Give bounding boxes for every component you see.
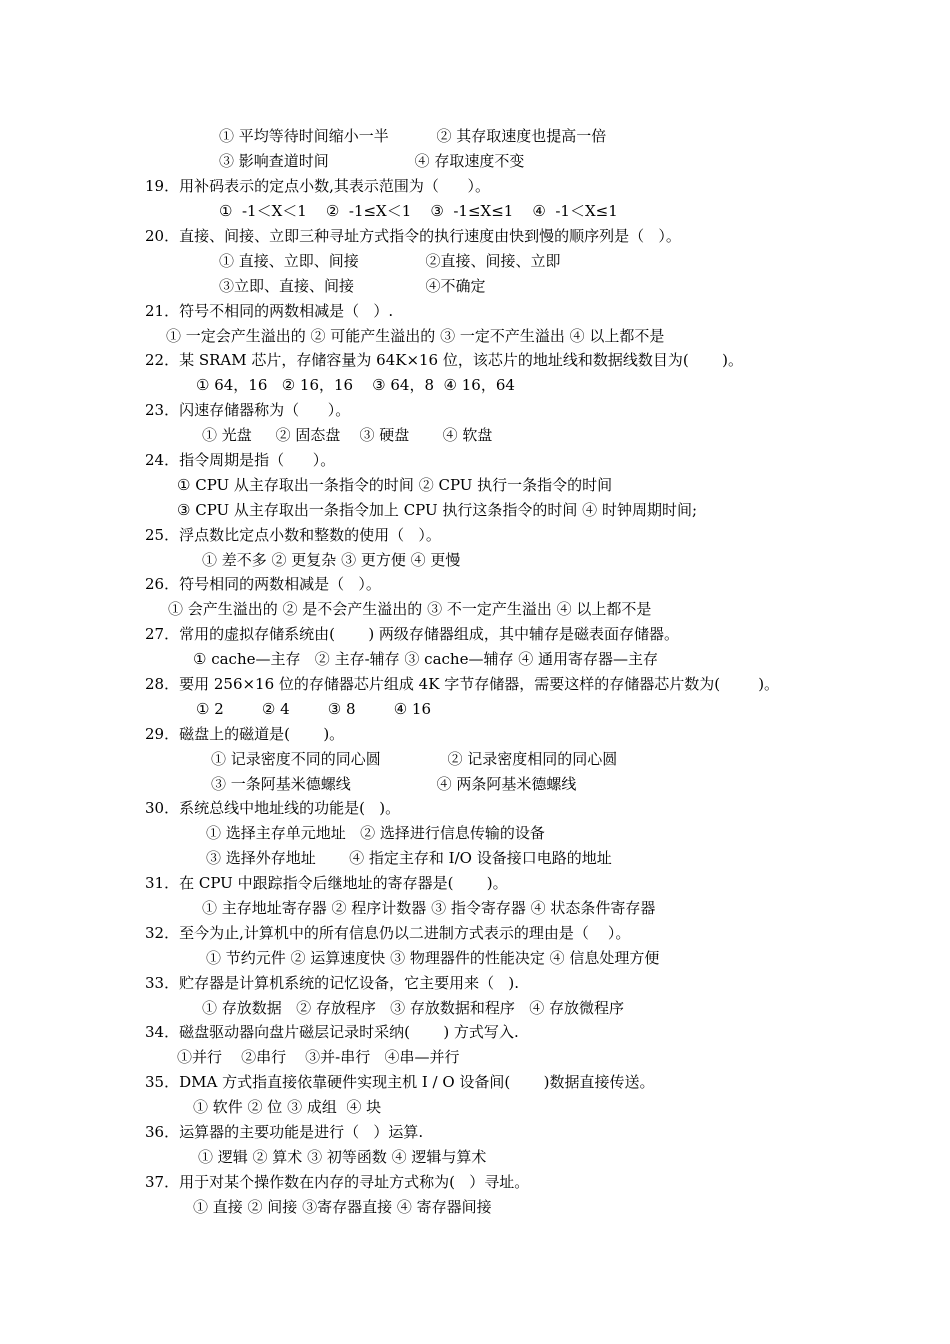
question-26-options: ① 会产生溢出的 ② 是不会产生溢出的 ③ 不一定产生溢出 ④ 以上都不是	[168, 600, 652, 618]
question-24-options-line-1: ① CPU 从主存取出一条指令的时间 ② CPU 执行一条指令的时间	[177, 476, 613, 494]
question-23: 23．闪速存储器称为（ ）。	[145, 401, 351, 419]
question-18-options-line-1: ① 平均等待时间缩小一半 ② 其存取速度也提高一倍	[219, 127, 607, 145]
question-24: 24．指令周期是指（ ）。	[145, 451, 336, 469]
question-31: 31．在 CPU 中跟踪指令后继地址的寄存器是( )。	[145, 874, 508, 892]
question-37-options: ① 直接 ② 间接 ③寄存器直接 ④ 寄存器间接	[193, 1198, 492, 1216]
question-20-options-line-1: ① 直接、立即、间接 ②直接、间接、立即	[219, 252, 561, 270]
question-32-options: ① 节约元件 ② 运算速度快 ③ 物理器件的性能决定 ④ 信息处理方便	[206, 949, 660, 967]
question-33-options: ① 存放数据 ② 存放程序 ③ 存放数据和程序 ④ 存放微程序	[202, 999, 624, 1017]
question-31-options: ① 主存地址寄存器 ② 程序计数器 ③ 指令寄存器 ④ 状态条件寄存器	[202, 899, 656, 917]
question-18-options-line-2: ③ 影响查道时间 ④ 存取速度不变	[219, 152, 525, 170]
question-19: 19．用补码表示的定点小数,其表示范围为（ ）。	[145, 177, 490, 195]
question-28: 28．要用 256×16 位的存储器芯片组成 4K 字节存储器，需要这样的存储器芯片数为( )。	[145, 675, 780, 693]
question-22: 22．某 SRAM 芯片，存储容量为 64K×16 位，该芯片的地址线和数据线数目为( )。	[145, 351, 743, 369]
question-22-options: ① 64，16 ② 16，16 ③ 64，8 ④ 16，64	[196, 376, 515, 394]
question-19-options: ① -1＜X＜1 ② -1≤X＜1 ③ -1≤X≤1 ④ -1＜X≤1	[219, 202, 618, 220]
question-35-options: ① 软件 ② 位 ③ 成组 ④ 块	[193, 1098, 382, 1116]
question-36-options: ① 逻辑 ② 算术 ③ 初等函数 ④ 逻辑与算术	[198, 1148, 487, 1166]
question-30-options-line-2: ③ 选择外存地址 ④ 指定主存和 I/O 设备接口电路的地址	[206, 849, 612, 867]
question-29-options-line-1: ① 记录密度不同的同心圆 ② 记录密度相同的同心圆	[211, 750, 618, 768]
question-30-options-line-1: ① 选择主存单元地址 ② 选择进行信息传输的设备	[206, 824, 545, 842]
question-25-options: ① 差不多 ② 更复杂 ③ 更方便 ④ 更慢	[202, 551, 461, 569]
question-30: 30．系统总线中地址线的功能是( )。	[145, 799, 401, 817]
question-34-options: ①并行 ②串行 ③并-串行 ④串—并行	[177, 1048, 460, 1066]
question-21-options: ① 一定会产生溢出的 ② 可能产生溢出的 ③ 一定不产生溢出 ④ 以上都不是	[166, 327, 665, 345]
question-36: 36．运算器的主要功能是进行（ ）运算.	[145, 1123, 424, 1141]
question-37: 37．用于对某个操作数在内存的寻址方式称为( ）寻址。	[145, 1173, 530, 1191]
question-29: 29．磁盘上的磁道是( )。	[145, 725, 345, 743]
question-33: 33．贮存器是计算机系统的记忆设备，它主要用来（ ).	[145, 974, 520, 992]
question-28-options: ① 2 ② 4 ③ 8 ④ 16	[196, 700, 432, 718]
question-34: 34．磁盘驱动器向盘片磁层记录时采纳( ) 方式写入.	[145, 1023, 519, 1041]
question-27-options: ① cache—主存 ② 主存-辅存 ③ cache—辅存 ④ 通用寄存器—主存	[193, 650, 658, 668]
question-32: 32．至今为止,计算机中的所有信息仍以二进制方式表示的理由是（ ）。	[145, 924, 631, 942]
question-25: 25．浮点数比定点小数和整数的使用（ ）。	[145, 526, 441, 544]
question-20: 20．直接、间接、立即三种寻址方式指令的执行速度由快到慢的顺序列是（ ）。	[145, 227, 681, 245]
question-20-options-line-2: ③立即、直接、间接 ④不确定	[219, 277, 486, 295]
question-26: 26．符号相同的两数相减是（ ）。	[145, 575, 381, 593]
question-24-options-line-2: ③ CPU 从主存取出一条指令加上 CPU 执行这条指令的时间 ④ 时钟周期时间;	[177, 501, 698, 519]
question-27: 27．常用的虚拟存储系统由( ) 两级存储器组成，其中辅存是磁表面存储器。	[145, 625, 679, 643]
question-21: 21．符号不相同的两数相减是（ ）.	[145, 302, 394, 320]
question-23-options: ① 光盘 ② 固态盘 ③ 硬盘 ④ 软盘	[202, 426, 493, 444]
question-35: 35．DMA 方式指直接依靠硬件实现主机 I / O 设备间( )数据直接传送。	[145, 1073, 655, 1091]
question-29-options-line-2: ③ 一条阿基米德螺线 ④ 两条阿基米德螺线	[211, 775, 577, 793]
